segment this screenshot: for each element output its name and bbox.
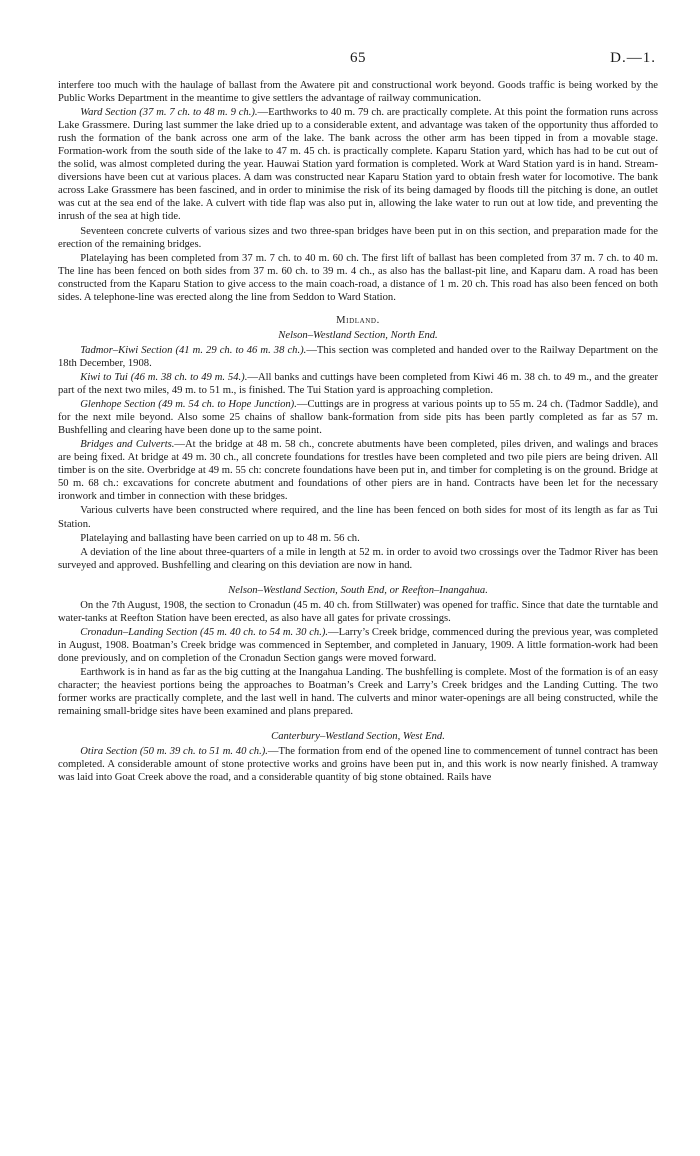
- paragraph: [58, 599, 658, 625]
- paragraph-text: On the 7th August, 1908, the section to Cronadun (45 m. 40 ch. from Stillwater) was opened for traffic. Since that date the turntable and water-tanks at Reefton Station have been erected, as also have all gates for private crossings.: [58, 599, 658, 624]
- section-lead: Kiwi to Tui (46 m. 38 ch. to 49 m. 54.).: [80, 371, 248, 383]
- heading-midland: Midland.: [336, 314, 380, 326]
- document-body: [58, 79, 658, 784]
- section-lead: Glenhope Section (49 m. 54 ch. to Hope Junction).: [80, 399, 297, 411]
- paragraph: [58, 745, 658, 784]
- paragraph: [58, 252, 658, 304]
- section-lead: Tadmor–Kiwi Section (41 m. 29 ch. to 46 m. 38 ch.).: [80, 344, 307, 356]
- paragraph: [58, 532, 658, 545]
- section-lead: Bridges and Culverts.: [80, 439, 175, 451]
- paragraph: [58, 106, 658, 223]
- paragraph-text: —Larry’s Creek bridge, commenced during the previous year, was completed in August, 1908. Boatman’s Creek bridge was commenced in September, and completed in January, 1909. A little formation-work had been done previously, and on completion of the Cronadun Section gangs were moved forward.: [58, 626, 659, 664]
- paragraph-text: —Cuttings are in progress at various points up to 55 m. 24 ch. (Tadmor Saddle), and for the next mile beyond. Also some 25 chains of shallow bank-formation from side pits has been partly completed as far as 57 m. Bushfelling and clearing have been done up to the same point.: [58, 399, 659, 437]
- paragraph: [58, 546, 658, 572]
- paragraph: [58, 438, 658, 503]
- heading-south-end: Nelson–Westland Section, South End, or Reefton–Inangahua.: [228, 584, 488, 596]
- heading-canterbury-westland: Canterbury–Westland Section, West End.: [271, 731, 445, 743]
- page-number: 65: [350, 50, 366, 66]
- section-lead: Otira Section (50 m. 39 ch. to 51 m. 40 ch.).: [80, 746, 268, 758]
- paragraph-text: —Earthworks to 40 m. 79 ch. are practically complete. At this point the formation runs across Lake Grassmere. During last summer the lake dried up to a considerable extent, and advantage was taken of the opportunity thus afforded to rush the formation of the bank across one arm of the lake. The bank across the other arm has been tipped in from a movable stage. Formation-work from the south side of the lake to 47 m. 45 ch. is practically complete. Kaparu Station yard, which has had to be cut out of the solid, was almost completed during the year. Hauwai Station yard formation is completed. Work at Ward Station yard is in hand. Stream-diversions have been cut at various places. A dam was constructed near Kaparu Station yard to obtain fresh water for locomotive. The bank across Lake Grassmere has been fascined, and in order to minimise the risk of its being damaged by floods till the pitching is done, an outlet was cut at the sea end of the lake. A culvert with tide flap was also put in, allowing the lake water to run out at low tide, and preventing the inrush of the sea at high tide.: [58, 107, 658, 223]
- section-lead: Cronadun–Landing Section (45 m. 40 ch. to 54 m. 30 ch.).: [80, 626, 329, 638]
- section-lead: Ward Section (37 m. 7 ch. to 48 m. 9 ch.).: [80, 107, 258, 119]
- paragraph-text: interfere too much with the haulage of ballast from the Awatere pit and constructional work beyond. Goods traffic is being worked by the Public Works Department in the meantime to give settlers the advantage of railway communication.: [58, 80, 658, 105]
- paragraph-text: —This section was completed and handed over to the Railway Department on the 18th December, 1908.: [58, 344, 658, 369]
- paragraph: [58, 504, 658, 530]
- paragraph: [58, 344, 658, 370]
- paragraph: [58, 398, 658, 437]
- paragraph-text: Platelaying has been completed from 37 m. 7 ch. to 40 m. 60 ch. The first lift of ballast has been completed from 37 m. 7 ch. to 40 m. The line has been fenced on both sides from 37 m. 60 ch. to 39 m. 4 ch., as also has the ballast-pit line, and Kaparu dam. A road has been constructed from the Kaparu Station to give access to the main coach-road, a distance of 1 m. 20 ch. This road has also been fenced on both sides. A telephone-line was erected along the line from Seddon to Ward Station.: [58, 252, 658, 303]
- paragraph: [58, 666, 658, 718]
- paragraph-text: Various culverts have been constructed where required, and the line has been fenced on both sides for most of its length as far as Tui Station.: [58, 505, 658, 530]
- paragraph-text: A deviation of the line about three-quarters of a mile in length at 52 m. in order to avoid two crossings over the Tadmor River has been surveyed and approved. Bushfelling and clearing on this deviation are now in hand.: [58, 546, 658, 571]
- paragraph-text: Earthwork is in hand as far as the big cutting at the Inangahua Landing. The bushfelling is complete. Most of the formation is of an easy character; the heaviest portions being the approaches to Boatman’s Creek and Larry’s Creek bridges and the Landing Cutting. The two former works are practically complete, and the last well in hand. The culverts and minor water-openings are all being constructed, while the remaining small-bridge sites have been examined and plans prepared.: [58, 666, 658, 718]
- page-header: [58, 52, 658, 76]
- paragraph-text: —The formation from end of the opened line to commencement of tunnel contract has been completed. A considerable amount of stone protective works and groins have been put in, and this work is now nearly finished. A tramway was laid into Goat Creek above the road, and a considerable quantity of big stone obtained. Rails have: [58, 746, 658, 784]
- heading-north-end: Nelson–Westland Section, North End.: [278, 329, 438, 341]
- paragraph-text: —All banks and cuttings have been completed from Kiwi 46 m. 38 ch. to 49 m., and the greater part of the next two miles, 49 m. to 51 m., is finished. The Tui Station yard is approaching completion.: [58, 371, 658, 397]
- paragraph-text: Seventeen concrete culverts of various sizes and two three-span bridges have been put in on this section, and preparation made for the erection of the remaining bridges.: [58, 225, 658, 250]
- paragraph-text: —At the bridge at 48 m. 58 ch., concrete abutments have been completed, piles driven, and walings and braces are being fixed. At bridge at 49 m. 30 ch., all concrete foundations for trestles have been completed and two pile piers are being driven. All timber is on the site. Overbridge at 49 m. 55 ch: concrete foundations have been put in, and timber for completing is on the ground. Bridge at 50 m. 68 ch.: excavations for concrete abutment and foundations of other piers are in hand. Contracts have been let for the necessary ironwork and timber in connection with these bridges.: [58, 439, 658, 503]
- paragraph: [58, 626, 658, 665]
- paragraph-text: Platelaying and ballasting have been carried on up to 48 m. 56 ch.: [80, 532, 360, 544]
- section-code: D.—1.: [610, 50, 656, 66]
- paragraph: [58, 225, 658, 251]
- paragraph: [58, 371, 658, 397]
- paragraph: [58, 79, 658, 105]
